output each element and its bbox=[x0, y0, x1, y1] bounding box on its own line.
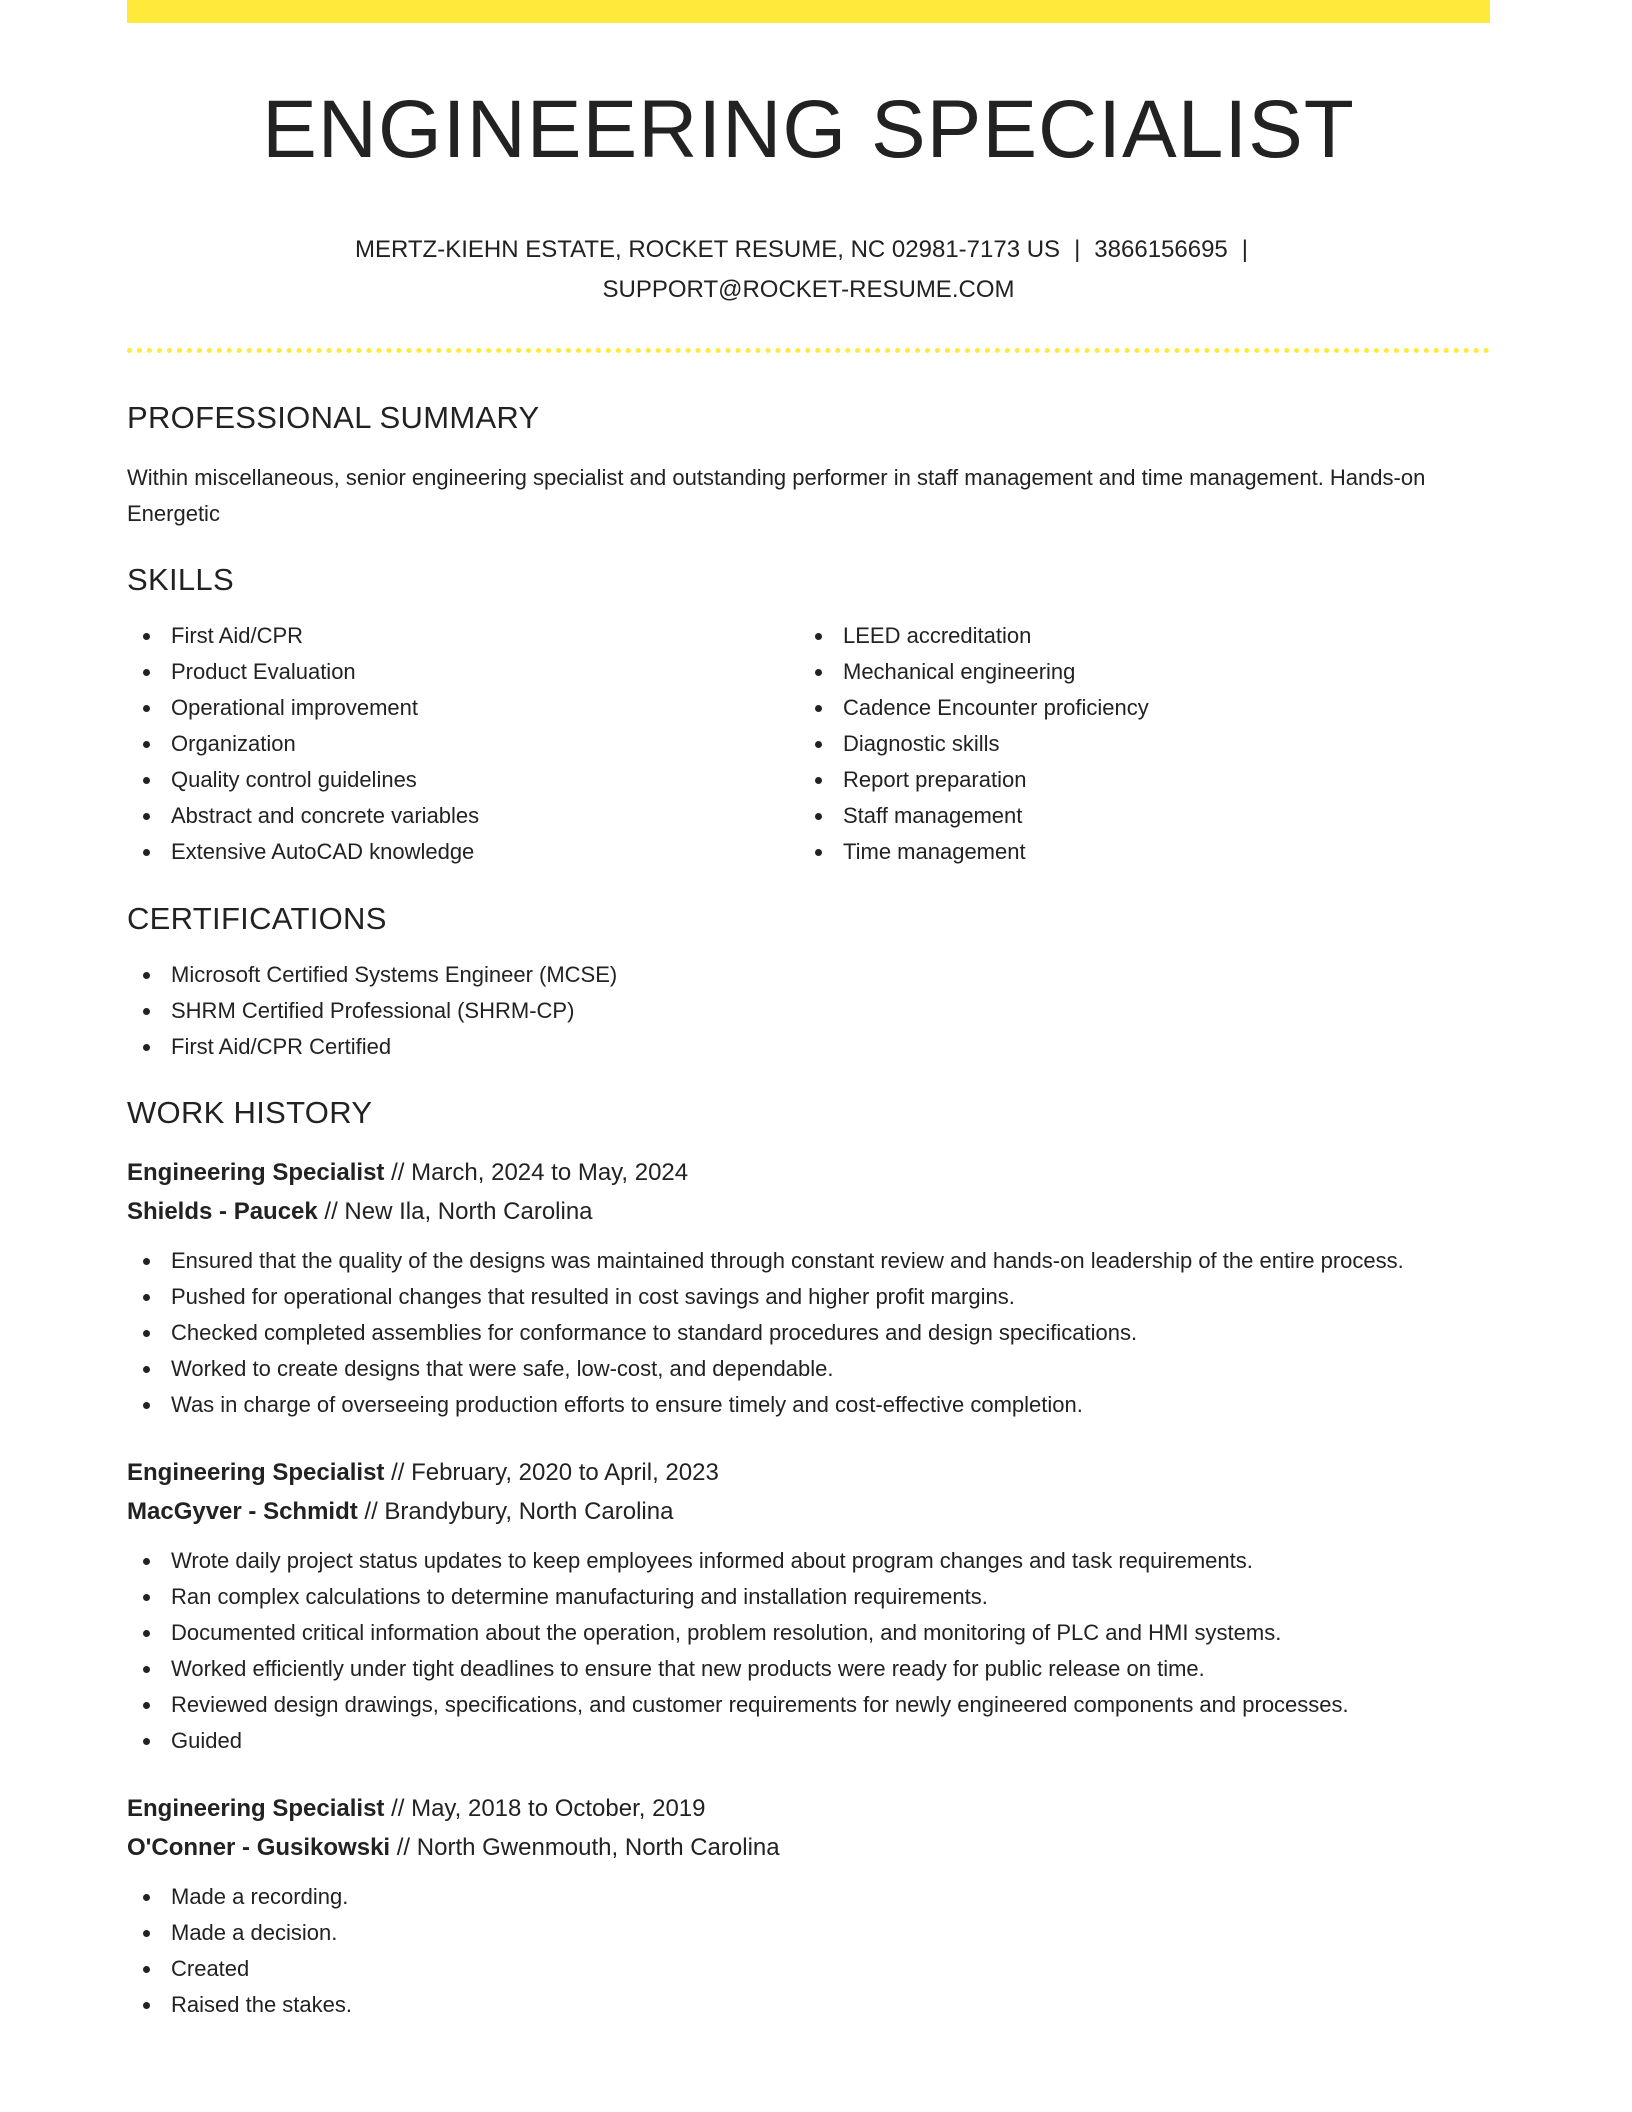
job-company: Shields - Paucek bbox=[127, 1198, 318, 1226]
skill-item: Time management bbox=[799, 834, 1471, 870]
job-company-line bbox=[127, 1192, 1490, 1231]
job-location: // New Ila, North Carolina bbox=[317, 1198, 593, 1226]
job-bullet: Worked efficiently under tight deadlines to ensure that new products were ready for public release on time. bbox=[127, 1651, 1490, 1687]
skill-item: LEED accreditation bbox=[799, 618, 1471, 654]
dotted-divider bbox=[127, 348, 1490, 353]
job-bullet: Pushed for operational changes that resulted in cost savings and higher profit margins. bbox=[127, 1279, 1490, 1315]
certification-item: SHRM Certified Professional (SHRM-CP) bbox=[127, 993, 1490, 1029]
skills-list bbox=[127, 618, 1490, 870]
job-bullet: Checked completed assemblies for conformance to standard procedures and design specifications. bbox=[127, 1315, 1490, 1351]
skill-item: Operational improvement bbox=[127, 690, 799, 726]
work-history-heading: WORK HISTORY bbox=[127, 1095, 373, 1131]
skills-heading: SKILLS bbox=[127, 562, 234, 598]
job-bullet: Documented critical information about the operation, problem resolution, and monitoring of PLC and HMI systems. bbox=[127, 1615, 1490, 1651]
job-bullet: Guided bbox=[127, 1723, 1490, 1759]
job-title: Engineering Specialist bbox=[127, 1459, 385, 1487]
job-bullet: Reviewed design drawings, specifications, and customer requirements for newly engineered components and processes. bbox=[127, 1687, 1490, 1723]
skill-item: Quality control guidelines bbox=[127, 762, 799, 798]
skills-column-left bbox=[127, 618, 799, 870]
job-bullet: Made a recording. bbox=[127, 1879, 1490, 1915]
certification-item: First Aid/CPR Certified bbox=[127, 1029, 1490, 1065]
contact-separator: | bbox=[1074, 236, 1081, 264]
accent-top-bar bbox=[127, 0, 1490, 23]
job-title: Engineering Specialist bbox=[127, 1159, 385, 1187]
skill-item: Staff management bbox=[799, 798, 1471, 834]
job-bullet: Was in charge of overseeing production efforts to ensure timely and cost-effective completion. bbox=[127, 1387, 1490, 1423]
contact-email: SUPPORT@ROCKET-RESUME.COM bbox=[602, 276, 1015, 304]
skill-item: First Aid/CPR bbox=[127, 618, 799, 654]
job-bullets bbox=[127, 1243, 1490, 1423]
skills-column-right bbox=[799, 618, 1471, 870]
job-bullet: Ran complex calculations to determine manufacturing and installation requirements. bbox=[127, 1579, 1490, 1615]
skill-item: Extensive AutoCAD knowledge bbox=[127, 834, 799, 870]
job-company: O'Conner - Gusikowski bbox=[127, 1834, 391, 1862]
resume-title: ENGINEERING SPECIALIST bbox=[262, 84, 1355, 175]
skill-item: Product Evaluation bbox=[127, 654, 799, 690]
skill-item: Abstract and concrete variables bbox=[127, 798, 799, 834]
skill-item: Diagnostic skills bbox=[799, 726, 1471, 762]
job-bullet: Wrote daily project status updates to keep employees informed about program changes and task requirements. bbox=[127, 1543, 1490, 1579]
job-bullet: Created bbox=[127, 1951, 1490, 1987]
job-entry bbox=[127, 1153, 1490, 1423]
contact-info bbox=[127, 230, 1490, 310]
job-bullets bbox=[127, 1879, 1490, 2023]
job-title-line bbox=[127, 1453, 1490, 1492]
job-bullet: Made a decision. bbox=[127, 1915, 1490, 1951]
job-dates: // March, 2024 to May, 2024 bbox=[384, 1159, 689, 1187]
certifications-heading: CERTIFICATIONS bbox=[127, 901, 387, 937]
summary-heading: PROFESSIONAL SUMMARY bbox=[127, 400, 540, 436]
job-entry bbox=[127, 1453, 1490, 1759]
job-company: MacGyver - Schmidt bbox=[127, 1498, 358, 1526]
summary-text: Within miscellaneous, senior engineering specialist and outstanding performer in staff management and time management. Hands-on Energetic bbox=[127, 465, 1426, 527]
resume-page bbox=[127, 0, 1490, 2023]
certifications-list bbox=[127, 957, 1490, 1065]
skill-item: Organization bbox=[127, 726, 799, 762]
job-bullet: Worked to create designs that were safe, low-cost, and dependable. bbox=[127, 1351, 1490, 1387]
contact-phone: 3866156695 bbox=[1094, 236, 1228, 264]
job-company-line bbox=[127, 1828, 1490, 1867]
job-title-line bbox=[127, 1153, 1490, 1192]
skill-item: Mechanical engineering bbox=[799, 654, 1471, 690]
job-location: // Brandybury, North Carolina bbox=[357, 1498, 674, 1526]
skill-item: Report preparation bbox=[799, 762, 1471, 798]
skill-item: Cadence Encounter proficiency bbox=[799, 690, 1471, 726]
job-location: // North Gwenmouth, North Carolina bbox=[390, 1834, 780, 1862]
job-bullet: Raised the stakes. bbox=[127, 1987, 1490, 2023]
job-dates: // May, 2018 to October, 2019 bbox=[384, 1795, 706, 1823]
job-dates: // February, 2020 to April, 2023 bbox=[384, 1459, 719, 1487]
job-entry bbox=[127, 1789, 1490, 2023]
certification-item: Microsoft Certified Systems Engineer (MCSE) bbox=[127, 957, 1490, 993]
contact-address: MERTZ-KIEHN ESTATE, ROCKET RESUME, NC 02981-7173 US bbox=[354, 236, 1061, 264]
job-title-line bbox=[127, 1789, 1490, 1828]
job-bullets bbox=[127, 1543, 1490, 1759]
job-company-line bbox=[127, 1492, 1490, 1531]
job-title: Engineering Specialist bbox=[127, 1795, 385, 1823]
contact-separator: | bbox=[1241, 236, 1249, 264]
job-bullet: Ensured that the quality of the designs was maintained through constant review and hands-on leadership of the entire process. bbox=[127, 1243, 1490, 1279]
